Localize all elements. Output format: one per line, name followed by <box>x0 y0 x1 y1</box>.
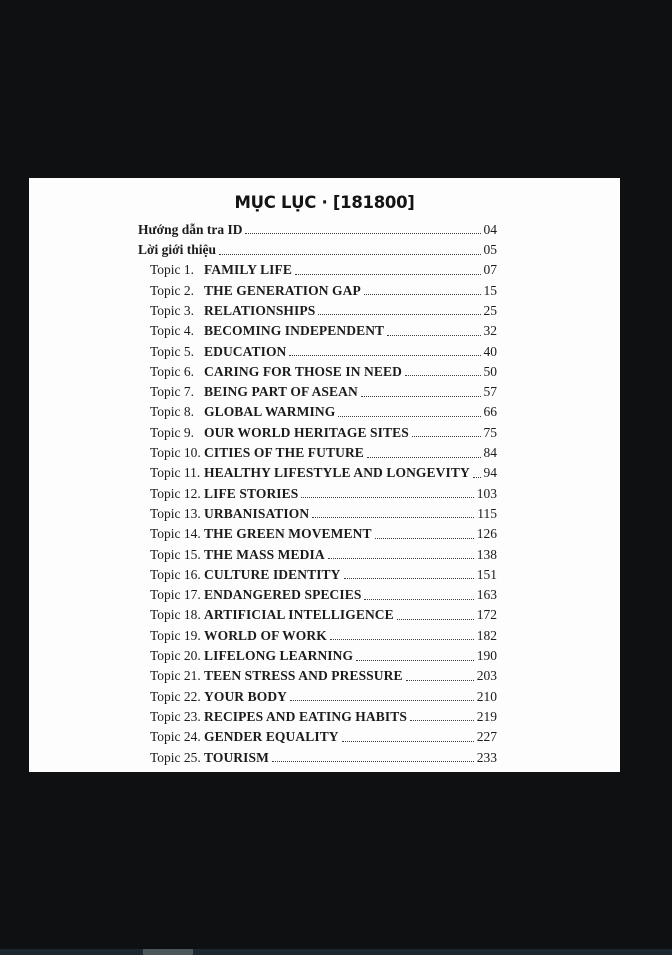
topic-title: THE MASS MEDIA <box>204 546 325 562</box>
topic-title: URBANISATION <box>204 505 310 521</box>
scrollbar-thumb[interactable] <box>143 949 193 955</box>
topic-title: ARTIFICIAL INTELLIGENCE <box>204 607 394 623</box>
topic-number: Topic 17. <box>150 587 201 603</box>
page-number: 190 <box>476 648 497 664</box>
topic-number: Topic 3. <box>150 302 195 318</box>
toc-entry <box>138 422 497 442</box>
dot-leader <box>356 660 474 661</box>
toc-entry <box>138 280 497 300</box>
dot-leader <box>342 741 474 742</box>
toc-entry <box>138 442 497 462</box>
page-number: 94 <box>483 465 497 481</box>
dot-leader <box>330 639 474 640</box>
page-number: 163 <box>476 587 497 603</box>
toc-entry <box>138 544 497 564</box>
toc-entry <box>138 402 497 422</box>
page-number: 15 <box>483 282 497 298</box>
page-number: 115 <box>477 505 497 521</box>
document-page <box>29 178 620 772</box>
topic-title: TOURISM <box>204 749 269 765</box>
topic-title: BEING PART OF ASEAN <box>204 384 358 400</box>
topic-title: GENDER EQUALITY <box>204 729 339 745</box>
dot-leader <box>318 314 480 315</box>
topic-number: Topic 21. <box>150 668 201 684</box>
toc-entry <box>138 645 497 665</box>
page-number: 57 <box>483 384 497 400</box>
toc-entry <box>138 260 497 280</box>
dot-leader <box>405 375 481 376</box>
topic-number: Topic 10. <box>150 445 201 461</box>
page-number: 40 <box>483 343 497 359</box>
toc-entry <box>138 361 497 381</box>
topic-number: Topic 22. <box>150 688 201 704</box>
topic-number: Topic 25. <box>150 749 201 765</box>
dot-leader <box>473 477 481 478</box>
topic-title: HEALTHY LIFESTYLE AND LONGEVITY <box>204 465 470 481</box>
topic-title: TEEN STRESS AND PRESSURE <box>204 668 403 684</box>
toc-entry <box>138 463 497 483</box>
page-number: 182 <box>476 627 497 643</box>
toc-entry <box>138 381 497 401</box>
topic-title: CITIES OF THE FUTURE <box>204 445 364 461</box>
toc-entry <box>138 625 497 645</box>
topic-title: RELATIONSHIPS <box>204 302 316 318</box>
toc-entry <box>138 686 497 706</box>
toc-list <box>138 219 497 767</box>
page-number: 84 <box>483 445 497 461</box>
topic-title: EDUCATION <box>204 343 287 359</box>
page-number: 210 <box>476 688 497 704</box>
toc-entry-label: Lời giới thiệu <box>138 242 216 258</box>
topic-number: Topic 7. <box>150 384 195 400</box>
page-number: 126 <box>476 526 497 542</box>
page-number: 07 <box>483 262 497 278</box>
toc-entry <box>138 219 497 239</box>
topic-number: Topic 14. <box>150 526 201 542</box>
dot-leader <box>245 233 480 234</box>
page-number: 138 <box>476 546 497 562</box>
topic-number: Topic 23. <box>150 708 201 724</box>
page-number: 233 <box>476 749 497 765</box>
dot-leader <box>412 436 481 437</box>
dot-leader <box>344 578 474 579</box>
dot-leader <box>406 680 474 681</box>
topic-number: Topic 1. <box>150 262 195 278</box>
dot-leader <box>397 619 474 620</box>
topic-number: Topic 4. <box>150 323 195 339</box>
page-number: 25 <box>483 302 497 318</box>
topic-number: Topic 16. <box>150 566 201 582</box>
topic-number: Topic 13. <box>150 505 201 521</box>
page-number: 75 <box>483 424 497 440</box>
dot-leader <box>295 274 481 275</box>
dot-leader <box>289 355 480 356</box>
toc-entry <box>138 706 497 726</box>
page-number: 50 <box>483 363 497 379</box>
topic-number: Topic 6. <box>150 363 195 379</box>
topic-title: GLOBAL WARMING <box>204 404 336 420</box>
topic-title: WORLD OF WORK <box>204 627 327 643</box>
topic-title: ENDANGERED SPECIES <box>204 587 362 603</box>
dot-leader <box>312 517 474 518</box>
page-number: 227 <box>476 729 497 745</box>
topic-title: RECIPES AND EATING HABITS <box>204 708 407 724</box>
page-number: 203 <box>476 668 497 684</box>
toc-entry <box>138 239 497 259</box>
dot-leader <box>328 558 474 559</box>
page-number: 32 <box>483 323 497 339</box>
topic-title: CARING FOR THOSE IN NEED <box>204 363 402 379</box>
topic-title: FAMILY LIFE <box>204 262 292 278</box>
dot-leader <box>387 335 480 336</box>
topic-number: Topic 5. <box>150 343 195 359</box>
topic-title: OUR WORLD HERITAGE SITES <box>204 424 409 440</box>
toc-entry <box>138 503 497 523</box>
page-number: 151 <box>476 566 497 582</box>
topic-number: Topic 19. <box>150 627 201 643</box>
dot-leader <box>290 700 474 701</box>
page-number: 66 <box>483 404 497 420</box>
dot-leader <box>361 396 481 397</box>
toc-entry-label: Hướng dẫn tra ID <box>138 221 243 237</box>
dot-leader <box>364 294 481 295</box>
toc-entry <box>138 483 497 503</box>
dot-leader <box>272 761 474 762</box>
dot-leader <box>367 457 481 458</box>
page-number: 05 <box>483 242 497 258</box>
topic-number: Topic 20. <box>150 648 201 664</box>
topic-title: THE GENERATION GAP <box>204 282 361 298</box>
topic-title: BECOMING INDEPENDENT <box>204 323 385 339</box>
toc-entry <box>138 523 497 543</box>
horizontal-scrollbar[interactable] <box>0 949 672 955</box>
toc-entry <box>138 300 497 320</box>
page-number: 219 <box>476 708 497 724</box>
topic-title: YOUR BODY <box>204 688 288 704</box>
page-title: MỤC LỤC · [181800] <box>234 193 415 212</box>
topic-title: LIFE STORIES <box>204 485 299 501</box>
toc-entry <box>138 666 497 686</box>
topic-number: Topic 15. <box>150 546 201 562</box>
topic-title: THE GREEN MOVEMENT <box>204 526 372 542</box>
dot-leader <box>219 254 481 255</box>
topic-number: Topic 11. <box>150 465 201 481</box>
topic-number: Topic 24. <box>150 729 201 745</box>
topic-title: LIFELONG LEARNING <box>204 648 354 664</box>
toc-entry <box>138 747 497 767</box>
toc-entry <box>138 320 497 340</box>
topic-number: Topic 9. <box>150 424 195 440</box>
page-number: 172 <box>476 607 497 623</box>
topic-number: Topic 18. <box>150 607 201 623</box>
toc-entry <box>138 726 497 746</box>
topic-title: CULTURE IDENTITY <box>204 566 341 582</box>
toc-entry <box>138 584 497 604</box>
dot-leader <box>410 720 474 721</box>
toc-entry <box>138 341 497 361</box>
dot-leader <box>364 599 473 600</box>
topic-number: Topic 12. <box>150 485 201 501</box>
page-number: 103 <box>476 485 497 501</box>
topic-number: Topic 8. <box>150 404 195 420</box>
dot-leader <box>375 538 474 539</box>
toc-entry <box>138 564 497 584</box>
topic-number: Topic 2. <box>150 282 195 298</box>
toc-entry <box>138 605 497 625</box>
dot-leader <box>301 497 473 498</box>
page-number: 04 <box>483 221 497 237</box>
dot-leader <box>338 416 480 417</box>
